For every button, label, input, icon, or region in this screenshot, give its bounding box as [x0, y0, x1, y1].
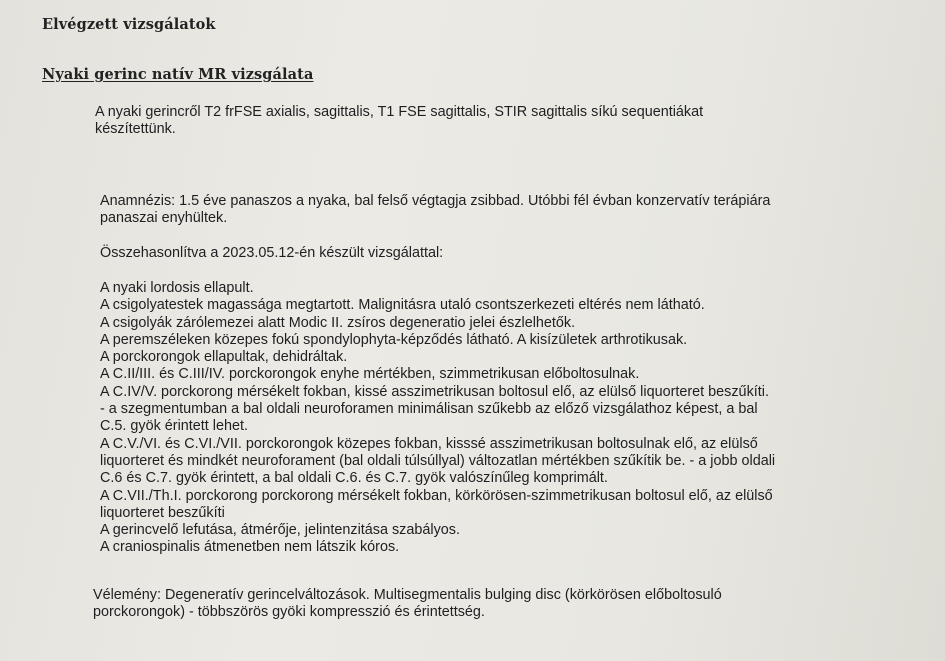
- technique-line: készítettünk.: [95, 121, 176, 138]
- finding-line: A csigolyatestek magassága megtartott. Malignitásra utaló csontszerkezeti eltérés nem látható.: [100, 297, 705, 314]
- finding-line: A C.V./VI. és C.VI./VII. porckorongok közepes fokban, kisssé asszimetrikusan boltosulnak elő, az elülső: [100, 435, 758, 452]
- finding-line: A porckorongok ellapultak, dehidráltak.: [100, 349, 348, 366]
- finding-line: A C.IV/V. porckorong mérsékelt fokban, kissé asszimetrikusan boltosul elő, az elülső liquorteret beszűkíti.: [100, 383, 769, 400]
- opinion-line: porckorongok) - többszörös gyöki kompresszió és érintettség.: [93, 604, 485, 621]
- comparison-line: Összehasonlítva a 2023.05.12-én készült vizsgálattal:: [100, 245, 444, 261]
- anamnesis-line: Anamnézis: 1.5 éve panaszos a nyaka, bal felső végtagja zsibbad. Utóbbi fél évban konzervatív terápiára: [100, 193, 771, 209]
- finding-line: A nyaki lordosis ellapult.: [100, 280, 254, 296]
- finding-line: A craniospinalis átmenetben nem látszik kóros.: [100, 539, 400, 556]
- findings-paragraph: [100, 280, 900, 557]
- section-title: Nyaki gerinc natív MR vizsgálata: [42, 66, 314, 83]
- anamnesis-paragraph: [100, 193, 900, 228]
- finding-line: liquorteret beszűkíti: [100, 504, 225, 521]
- finding-line: C.6 és C.7. gyök érintett, a bal oldali C.6. és C.7. gyök valószínűleg komprimált.: [100, 470, 608, 487]
- finding-line: liquorteret és mindkét neuroforament (bal oldali túlsúllyal) változatlan mértékben szűkítik be. - a jobb oldali: [100, 452, 776, 469]
- document-heading: Elvégzett vizsgálatok: [42, 16, 216, 33]
- opinion-line: Vélemény: Degeneratív gerincelváltozások. Multisegmentalis bulging disc (körkörösen előboltosuló: [93, 587, 722, 603]
- finding-line: A C.VII./Th.I. porckorong porckorong mérsékelt fokban, körkörösen-szimmetrikusan boltosul elő, az elülső: [100, 487, 773, 504]
- opinion-paragraph: [93, 587, 893, 622]
- finding-line: A C.II/III. és C.III/IV. porckorongok enyhe mértékben, szimmetrikusan előboltosulnak.: [100, 366, 640, 383]
- finding-line: A gerincvelő lefutása, átmérője, jelintenzitása szabályos.: [100, 522, 460, 539]
- finding-line: A csigolyák zárólemezei alatt Modic II. zsíros degeneratio jelei észlelhetők.: [100, 314, 576, 331]
- finding-line: - a szegmentumban a bal oldali neuroforamen minimálisan szűkebb az előző vizsgálathoz képest, a bal: [100, 401, 758, 418]
- finding-line: C.5. gyök érintett lehet.: [100, 418, 248, 435]
- technique-paragraph: [95, 104, 895, 139]
- technique-line: A nyaki gerincről T2 frFSE axialis, sagittalis, T1 FSE sagittalis, STIR sagittalis síkú sequentiákat: [95, 104, 704, 120]
- anamnesis-line: panaszai enyhültek.: [100, 210, 228, 227]
- finding-line: A peremszéleken közepes fokú spondylophyta-képződés látható. A kisízületek arthrotikusak.: [100, 331, 688, 348]
- comparison-paragraph: [100, 245, 900, 262]
